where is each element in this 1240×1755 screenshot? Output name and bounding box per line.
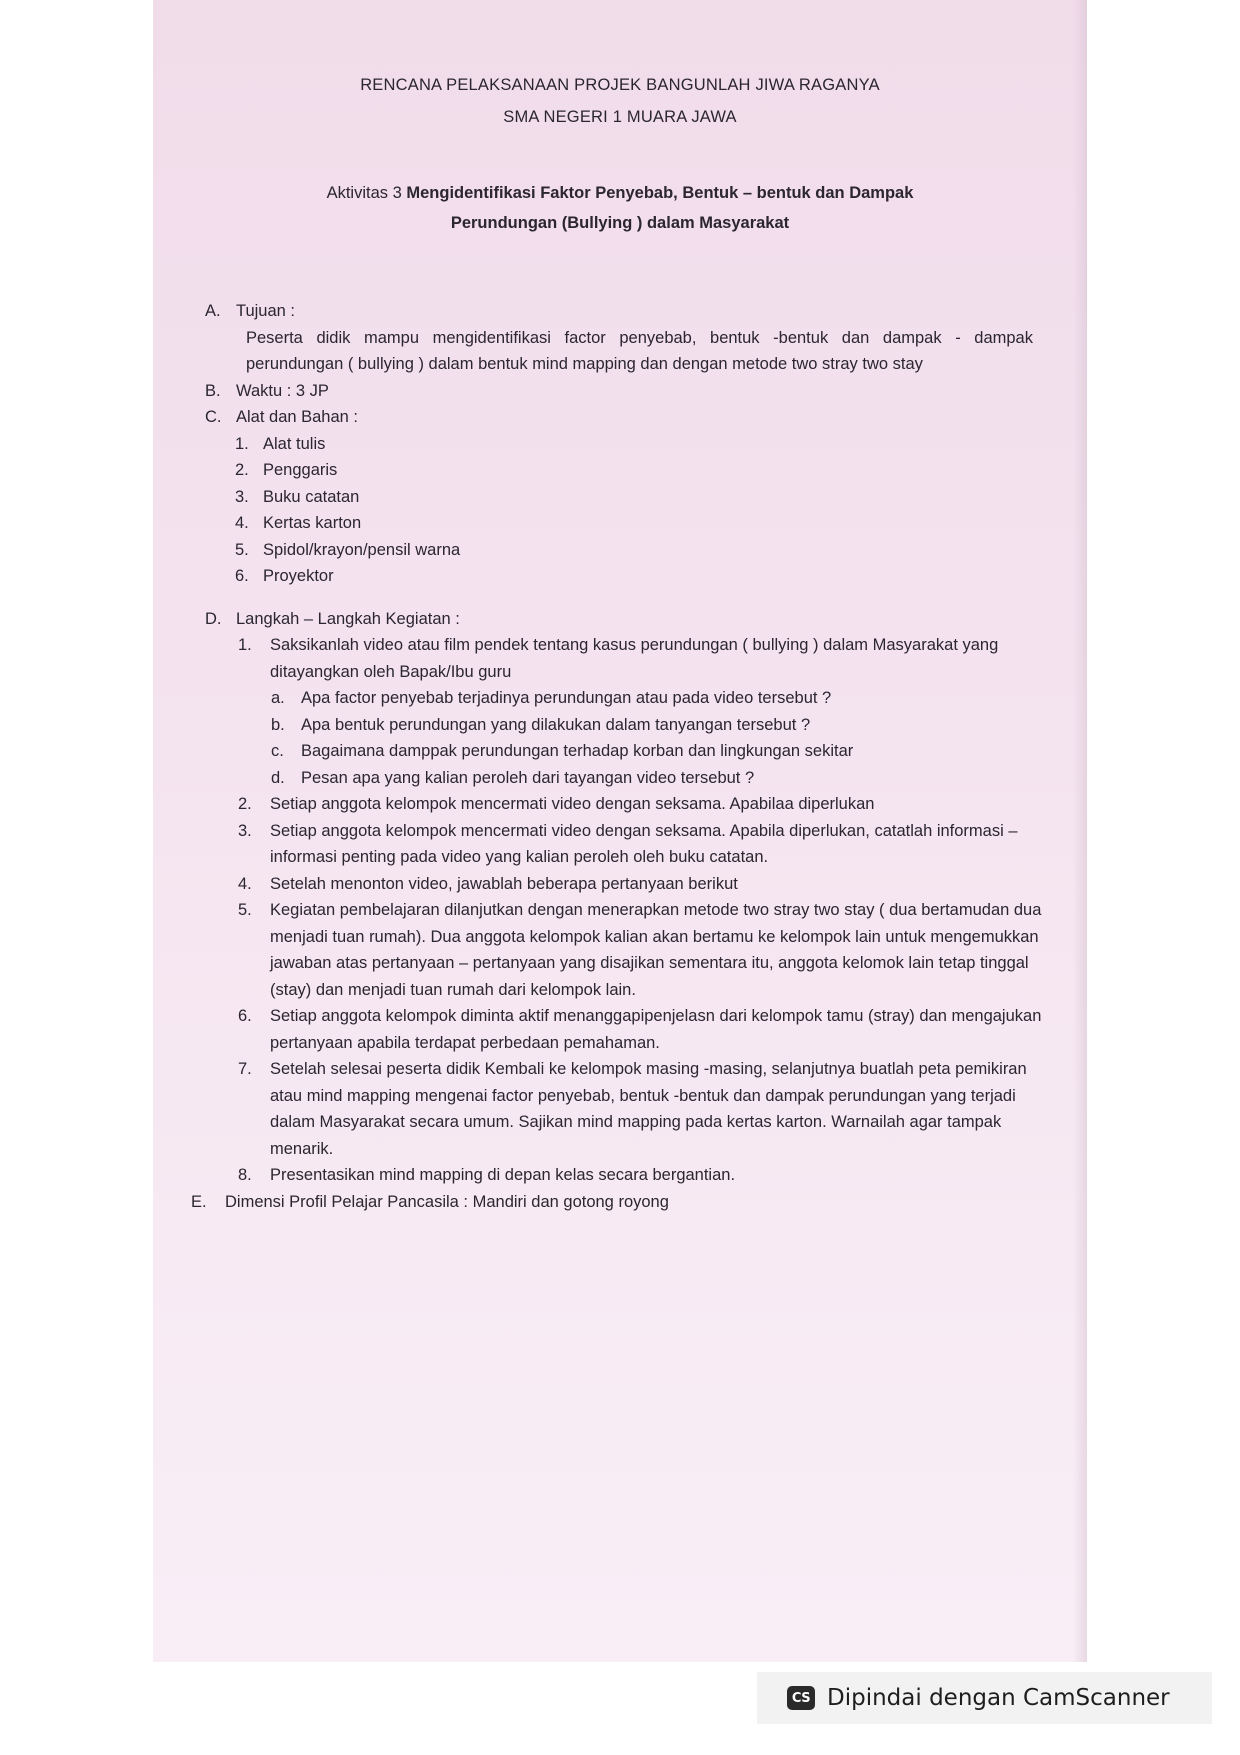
list-text: Kertas karton <box>263 514 362 532</box>
section-text: Dimensi Profil Pelajar Pancasila : Mandiri dan gotong royong <box>225 1192 669 1211</box>
activity-title-line1: Mengidentifikasi Faktor Penyebab, Bentuk – bentuk dan Dampak <box>406 184 914 202</box>
list-text: Alat tulis <box>263 434 326 453</box>
step-number: 1. <box>238 636 252 654</box>
step-item <box>153 1003 1087 1056</box>
list-item <box>153 563 1087 590</box>
step-number: 2. <box>238 795 252 813</box>
document-header-school: SMA NEGERI 1 MUARA JAWA <box>503 108 737 126</box>
section-title: Alat dan Bahan : <box>236 408 359 426</box>
step-number: 8. <box>238 1166 252 1184</box>
section-letter: C. <box>205 408 222 426</box>
materials-list <box>153 431 1087 590</box>
section-letter: D. <box>205 609 222 628</box>
list-text: Spidol/krayon/pensil warna <box>263 540 461 559</box>
list-text: Proyektor <box>263 567 334 585</box>
document-body <box>153 298 1087 1215</box>
question-text: Bagaimana damppak perundungan terhadap korban dan lingkungan sekitar <box>301 742 854 760</box>
step-number: 3. <box>238 821 252 840</box>
list-number: 6. <box>235 567 249 585</box>
list-number: 5. <box>235 540 249 559</box>
list-number: 3. <box>235 487 249 506</box>
section-a-text: Peserta didik mampu mengidentifikasi factor penyebab, bentuk -bentuk dan dampak - dampak perundungan ( bullying ) dalam bentuk mind mapping dan dengan metode two stray two stay <box>246 328 1033 373</box>
step-item <box>153 1162 1087 1189</box>
step-item <box>153 871 1087 898</box>
question-letter: c. <box>271 742 284 760</box>
scanned-page <box>153 0 1087 1662</box>
camscanner-logo-icon: CS <box>787 1686 815 1710</box>
step-text: Saksikanlah video atau film pendek tentang kasus perundungan ( bullying ) dalam Masyarakat yang ditayangkan oleh Bapak/Ibu guru <box>270 636 999 681</box>
step-number: 4. <box>238 874 252 893</box>
question-item <box>153 712 1087 739</box>
section-letter: E. <box>191 1192 207 1211</box>
question-item <box>153 685 1087 712</box>
activity-title <box>213 178 1027 238</box>
question-item <box>153 738 1087 765</box>
section-e <box>153 1189 1087 1216</box>
step-item <box>153 818 1087 871</box>
section-letter: B. <box>205 381 221 400</box>
section-c-heading <box>153 404 1087 431</box>
section-a-heading <box>153 298 1087 325</box>
list-text: Penggaris <box>263 461 338 479</box>
question-letter: a. <box>271 689 285 707</box>
document-header-title: RENCANA PELAKSANAAN PROJEK BANGUNLAH JIWA RAGANYA <box>360 76 880 94</box>
step-number: 5. <box>238 901 252 919</box>
list-number: 4. <box>235 514 249 532</box>
list-item <box>153 510 1087 537</box>
question-text: Apa bentuk perundungan yang dilakukan dalam tanyangan tersebut ? <box>301 715 811 734</box>
step-text: Setelah menonton video, jawablah beberapa pertanyaan berikut <box>270 874 738 893</box>
steps-list <box>153 632 1087 1189</box>
question-item <box>153 765 1087 792</box>
question-text: Pesan apa yang kalian peroleh dari tayangan video tersebut ? <box>301 768 755 787</box>
activity-prefix: Aktivitas 3 <box>326 184 402 202</box>
step-text: Presentasikan mind mapping di depan kelas secara bergantian. <box>270 1166 736 1184</box>
step-text: Setiap anggota kelompok diminta aktif menanggapipenjelasn dari kelompok tamu (stray) dan mengajukan pertanyaan apabila terdapat perbedaan pemahaman. <box>270 1007 1042 1052</box>
section-letter: A. <box>205 302 221 320</box>
section-d-heading <box>153 606 1087 633</box>
step-number: 6. <box>238 1007 252 1025</box>
list-item <box>153 537 1087 564</box>
list-item <box>153 431 1087 458</box>
section-title: Langkah – Langkah Kegiatan : <box>236 609 460 628</box>
step-text: Setiap anggota kelompok mencermati video dengan seksama. Apabilaa diperlukan <box>270 795 875 813</box>
list-text: Buku catatan <box>263 487 360 506</box>
step-item <box>153 897 1087 1003</box>
activity-title-line2: Perundungan (Bullying ) dalam Masyarakat <box>450 214 790 232</box>
camscanner-watermark <box>757 1672 1212 1724</box>
step-text: Setiap anggota kelompok mencermati video dengan seksama. Apabila diperlukan, catatlah informasi – informasi penting pada video yang kalian peroleh oleh buku catatan. <box>270 821 1018 866</box>
section-text: Waktu : 3 JP <box>236 381 329 400</box>
step-text: Setelah selesai peserta didik Kembali ke kelompok masing -masing, selanjutnya buatlah peta pemikiran atau mind mapping mengenai factor penyebab, bentuk -bentuk dan dampak perundungan yang terjadi dalam Masyarakat secara umum. Sajikan mind mapping pada kertas karton. Warnailah agar tampak menarik. <box>270 1060 1027 1158</box>
section-b <box>153 378 1087 405</box>
question-letter: d. <box>271 768 285 787</box>
step-text: Kegiatan pembelajaran dilanjutkan dengan menerapkan metode two stray two stay ( dua bertamudan dua menjadi tuan rumah). Dua anggota kelompok kalian akan bertamu ke kelompok lain untuk mengemukkan jawaban atas pertanyaan – pertanyaan yang disajikan sementara itu, anggota kelomok lain tetap tinggal (stay) dan menjadi tuan rumah dari kelompok lain. <box>270 901 1042 999</box>
list-number: 1. <box>235 434 249 453</box>
question-letter: b. <box>271 715 285 734</box>
step-item <box>153 632 1087 685</box>
step-item <box>153 791 1087 818</box>
list-number: 2. <box>235 461 249 479</box>
question-text: Apa factor penyebab terjadinya perundungan atau pada video tersebut ? <box>301 689 832 707</box>
watermark-text: Dipindai dengan CamScanner <box>827 1685 1170 1711</box>
section-title: Tujuan : <box>236 302 296 320</box>
list-item <box>153 484 1087 511</box>
list-item <box>153 457 1087 484</box>
step-number: 7. <box>238 1060 252 1078</box>
step-item <box>153 1056 1087 1162</box>
